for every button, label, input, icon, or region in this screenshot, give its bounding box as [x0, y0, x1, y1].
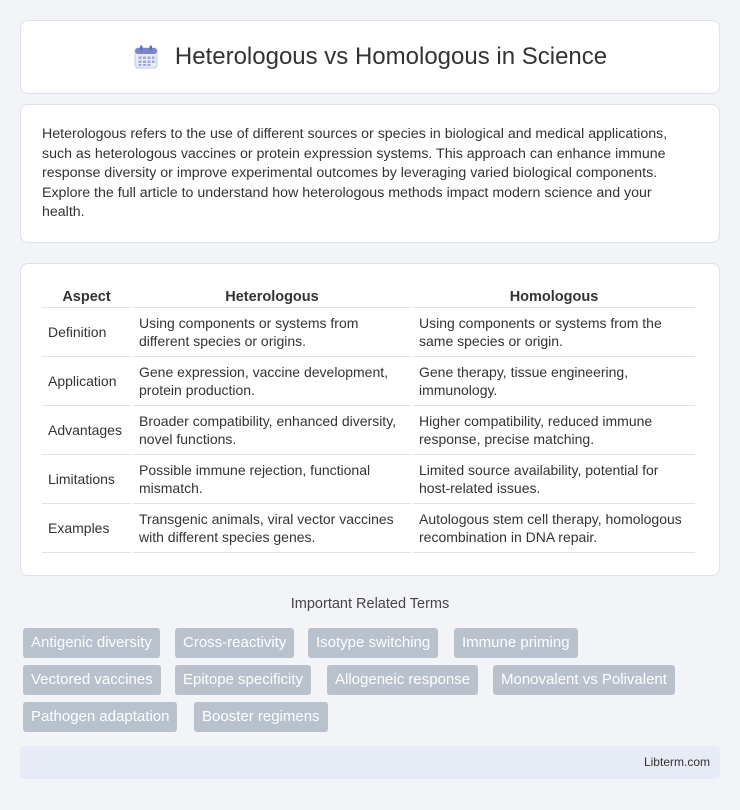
table-row — [42, 406, 695, 455]
row-aspect: Examples — [42, 504, 131, 553]
related-term-tag[interactable]: Cross-reactivity — [175, 628, 294, 658]
related-term-tag[interactable]: Epitope specificity — [175, 665, 311, 695]
row-heterologous: Using components or systems from different species or origins. — [133, 308, 411, 357]
row-heterologous: Transgenic animals, viral vector vaccines with different species genes. — [133, 504, 411, 553]
footer-site-link[interactable]: Libterm.com — [643, 755, 710, 769]
related-terms-title: Important Related Terms — [290, 596, 450, 612]
related-term-tag[interactable]: Antigenic diversity — [23, 628, 160, 658]
row-homologous: Limited source availability, potential for host-related issues. — [413, 455, 695, 504]
header-card — [20, 20, 720, 94]
row-heterologous: Possible immune rejection, functional mismatch. — [133, 455, 411, 504]
row-aspect: Application — [42, 357, 131, 406]
row-homologous: Autologous stem cell therapy, homologous recombination in DNA repair. — [413, 504, 695, 553]
table-header-row — [42, 286, 695, 308]
header-heterologous: Heterologous — [133, 286, 411, 308]
related-term-tag[interactable]: Allogeneic response — [327, 665, 478, 695]
calendar-icon — [133, 44, 159, 70]
table-row — [42, 308, 695, 357]
row-homologous: Higher compatibility, reduced immune response, precise matching. — [413, 406, 695, 455]
page-title: Heterologous vs Homologous in Science — [174, 43, 608, 70]
row-aspect: Definition — [42, 308, 131, 357]
footer — [20, 746, 720, 779]
row-heterologous: Broader compatibility, enhanced diversity, novel functions. — [133, 406, 411, 455]
intro-text: Heterologous refers to the use of different sources or species in biological and medical applications, such as heterologous vaccines or protein expression systems. This approach can enhance immune response diversity or improve experimental outcomes by leveraging varied biological components. Explore the full article to understand how heterologous methods impact modern science and your health. — [42, 126, 668, 221]
comparison-table — [40, 286, 697, 553]
intro-card — [20, 104, 720, 243]
header-aspect: Aspect — [42, 286, 131, 308]
row-aspect: Limitations — [42, 455, 131, 504]
related-term-tag[interactable]: Isotype switching — [308, 628, 438, 658]
comparison-table-card — [20, 263, 720, 576]
related-term-tag[interactable]: Immune priming — [454, 628, 578, 658]
related-term-tag[interactable]: Vectored vaccines — [23, 665, 161, 695]
table-row — [42, 504, 695, 553]
row-heterologous: Gene expression, vaccine development, protein production. — [133, 357, 411, 406]
row-homologous: Using components or systems from the same species or origin. — [413, 308, 695, 357]
related-term-tag[interactable]: Pathogen adaptation — [23, 702, 177, 732]
table-row — [42, 357, 695, 406]
header-homologous: Homologous — [413, 286, 695, 308]
related-term-tag[interactable]: Booster regimens — [194, 702, 328, 732]
row-homologous: Gene therapy, tissue engineering, immunology. — [413, 357, 695, 406]
row-aspect: Advantages — [42, 406, 131, 455]
table-row — [42, 455, 695, 504]
related-term-tag[interactable]: Monovalent vs Polivalent — [493, 665, 675, 695]
